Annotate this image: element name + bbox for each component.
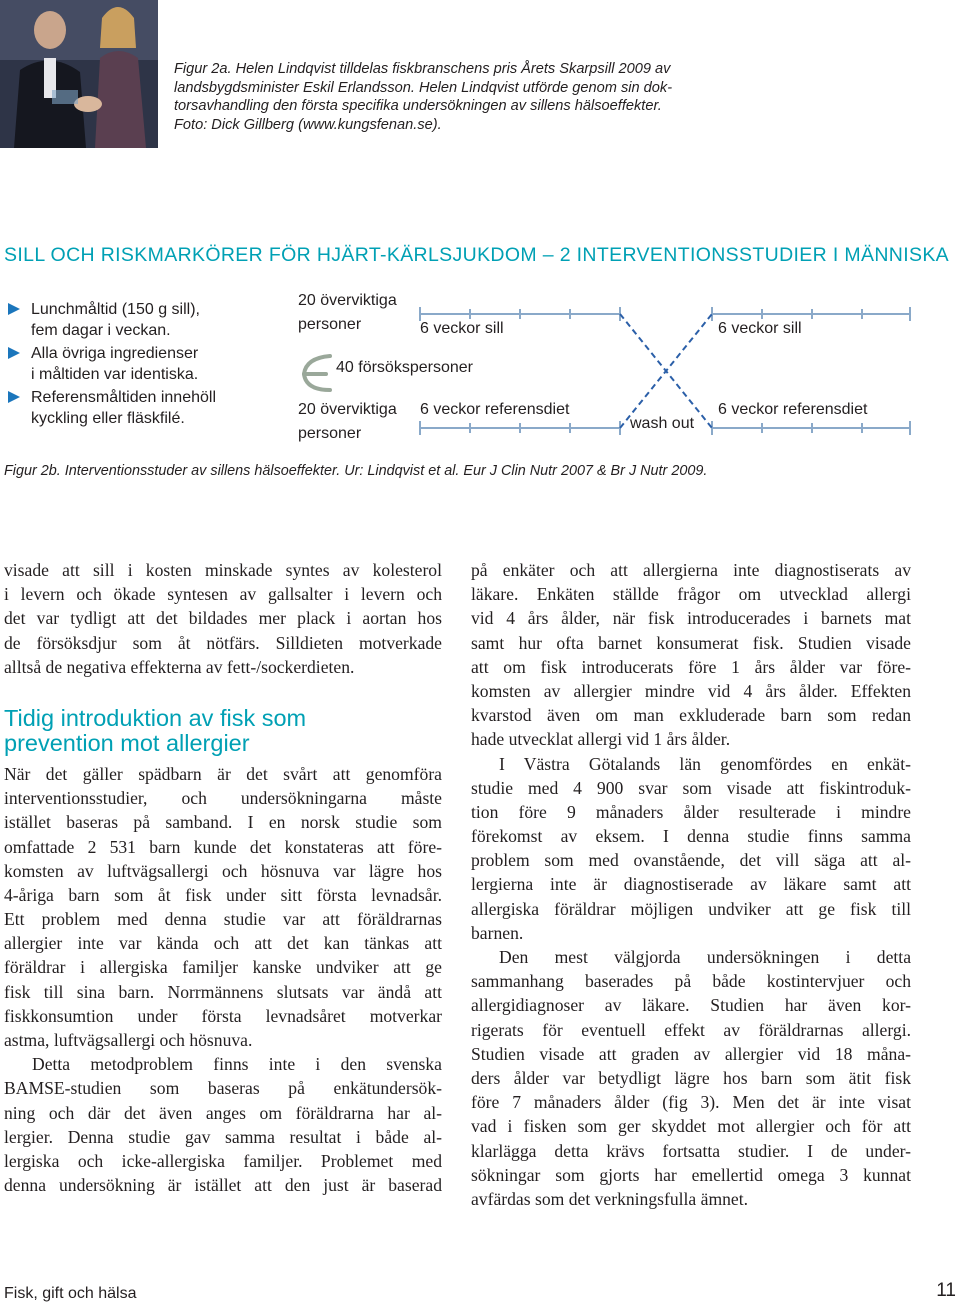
text-line: kvarstod även om man exkluderade barn som redan [471,705,911,726]
top-period-2: 6 veckor sill [718,320,802,337]
text-line: denna undersökning är istället att den just är baserad [4,1175,442,1196]
text-line: tion före 9 månaders ålder resulterade i mindre [471,801,911,822]
brace-icon [304,356,330,390]
text-line: sökningar som gjorts har emellertid omega 3 kunnat [471,1164,911,1185]
footer-title: Fisk, gift och hälsa [4,1285,137,1302]
crossover-diagram [290,282,920,452]
caption-line: landsbygdsminister Eskil Erlandsson. Helen Lindqvist utförde genom sin dok- [174,79,673,96]
text-line: komsten av luftvägsallergi och hösnuva var lägre hos [4,860,442,881]
bullet-item [8,387,278,429]
subheading-line: prevention mot allergier [4,729,250,756]
group-top-line: personer [298,316,362,333]
text-line: de försöksdjur som åt nötfärs. Silldieten motverkade [4,632,442,653]
subheading-line: Tidig introduktion av fisk som [4,704,307,731]
page-number: 11 [936,1280,956,1301]
top-period-1: 6 veckor sill [420,320,504,337]
section-title: SILL OCH RISKMARKÖRER FÖR HJÄRT-KÄRLSJUKDOM – 2 INTERVENTIONSSTUDIER I MÄNNISKA [4,244,950,266]
paragraph [471,558,911,752]
text-line: förekomst av eksem. I denna studie finns samma [471,826,911,847]
bullet-line: i måltiden var identiska. [31,366,199,383]
bottom-period-2: 6 veckor referensdiet [718,401,868,418]
text-line: BAMSE-studien som baseras på enkätundersök- [4,1078,442,1099]
text-line: alltså de negativa effekterna av fett-/sockerdieten. [4,656,355,677]
text-line: fiskkonsumtion under första levnadsåret motverkar [4,1005,442,1026]
text-line: astma, luftvägsallergi och hösnuva. [4,1030,253,1050]
right-column [471,558,911,1211]
triangle-bullet-icon [8,391,20,403]
figure-2b-caption: Figur 2b. Interventionsstuder av sillens hälsoeffekter. Ur: Lindqvist et al. Eur J Clin Nutr 2007 & Br J Nutr 2009. [4,463,708,479]
text-line: Den mest välgjorda undersökningen i detta [499,947,911,967]
text-line: vad i fisken som ger skyddet mot allergier och för att [471,1116,911,1137]
text-line: Studien visade att graden av allergier vid 18 måna- [471,1043,911,1064]
text-line: fisk till sina barn. Norrmännens slutsats var ändå att [4,981,442,1002]
text-line: När det gäller spädbarn är det svårt att genomföra [4,763,442,784]
left-column [4,558,442,1197]
paragraph [471,752,911,946]
text-line: ders ålder var betydligt lägre hos barn som ätit fisk [471,1067,911,1088]
bullet-line: Lunchmåltid (150 g sill), [31,301,200,318]
text-line: studie med 4 900 svar som visade att fiskintroduk- [471,777,911,798]
award-photo-illustration [0,0,158,148]
text-line: ning och där det även anges om föräldrarna har al- [4,1102,442,1123]
text-line: allergiska föräldrar möjligen undviker att ge fisk till [471,898,911,919]
text-line: läkare. Enkäten ställde frågor om utvecklad allergi [471,584,911,605]
total-participants: 40 försökspersoner [336,359,473,376]
paragraph [471,945,911,1211]
text-line: föräldrar i allergiska familjer kanske undviker att ge [4,957,442,978]
bullet-item [8,299,278,341]
text-line: att om fisk introducerats före 1 års ålder var före- [471,656,911,677]
text-line: i levern och ökade syntesen av gallsalter i levern och [4,584,442,605]
group-bottom-line: 20 överviktiga [298,401,397,418]
text-line: sammanhang baserades på både kostintervjuer och [471,971,911,992]
text-line: samt hur ofta barnet konsumerat fisk. Studien visade [471,632,911,653]
crossover-arrows [620,314,712,428]
text-line: komsten av allergier mindre vid 4 års ålder. Effekten [471,680,911,701]
text-line: Detta metodproblem finns inte i den svenska [32,1054,442,1075]
figure-2a-caption [174,60,704,134]
caption-line: Figur 2a. Helen Lindqvist tilldelas fiskbranschens pris Årets Skarpsill 2009 av [174,61,671,77]
text-line: interventionsstudier, och undersökningarna måste [4,788,442,809]
group-top-line: 20 överviktiga [298,292,397,309]
text-line: avfärdas som det verkningsfulla ämnet. [471,1188,749,1209]
text-line: lergierna inte är diagnostiserade av läkare samt att [471,874,911,895]
caption-line: Foto: Dick Gillberg (www.kungsfenan.se). [174,116,442,133]
text-line: det var tydligt att det bildades mer plack i aortan hos [4,608,442,629]
text-line: Ett problem med denna studie var att föräldrarnas [4,909,442,930]
text-line: klarlägga detta krävs fortsatta studier. I de under- [471,1140,911,1161]
award-photo [0,0,158,148]
paragraph [4,762,442,1052]
caption-line: torsavhandling den första specifika undersökningen av sillens hälsoeffekter. [174,98,662,114]
bullet-item [8,343,278,385]
text-line: allergier inte var kända och att det kan tänkas att [4,933,442,954]
text-line: före 7 månaders ålder (fig 3). Men det är inte visat [471,1092,911,1113]
text-line: problem som med ovanstående, det vill säga att al- [471,850,911,871]
triangle-bullet-icon [8,303,20,315]
bottom-period-1: 6 veckor referensdiet [420,401,570,418]
text-line: rigerats för eventuell effekt av föräldrarnas allergi. [471,1019,911,1040]
washout-label: wash out [630,415,695,432]
text-line: omfattade 2 531 barn kunde det konstateras att före- [4,836,442,857]
text-line: visade att sill i kosten minskade syntes av kolesterol [4,560,442,580]
text-line: vid 4 års ålder, när fisk introducerades i barnets mat [471,608,911,629]
text-line: lergier. Denna studie gav samma resultat i både al- [4,1126,442,1147]
subheading [4,706,442,756]
text-line: istället baseras på samband. I en norsk studie som [4,812,442,833]
triangle-bullet-icon [8,347,20,359]
text-line: lergiska och icke-allergiska familjer. Problemet med [4,1150,442,1171]
group-bottom-line: personer [298,425,362,442]
top-timeline [420,307,910,321]
bullet-line: kyckling eller fläskfilé. [31,410,185,427]
text-line: hade utvecklat allergi vid 1 års ålder. [471,729,731,750]
text-line: I Västra Götalands län genomfördes en enkät- [499,753,911,774]
paragraph [4,1052,442,1197]
bullet-line: Referensmåltiden innehöll [31,389,216,406]
study-bullets [8,299,278,431]
text-line: barnen. [471,922,524,943]
paragraph [4,558,442,679]
bullet-line: fem dagar i veckan. [31,322,171,339]
text-line: 4-åriga barn som åt fisk under sitt första levnadsår. [4,884,442,905]
bullet-line: Alla övriga ingredienser [31,345,199,362]
text-line: på enkäter och att allergierna inte diagnostiserats av [471,560,911,580]
text-line: allergidiagnoser av läkare. Studien har även kor- [471,995,911,1016]
